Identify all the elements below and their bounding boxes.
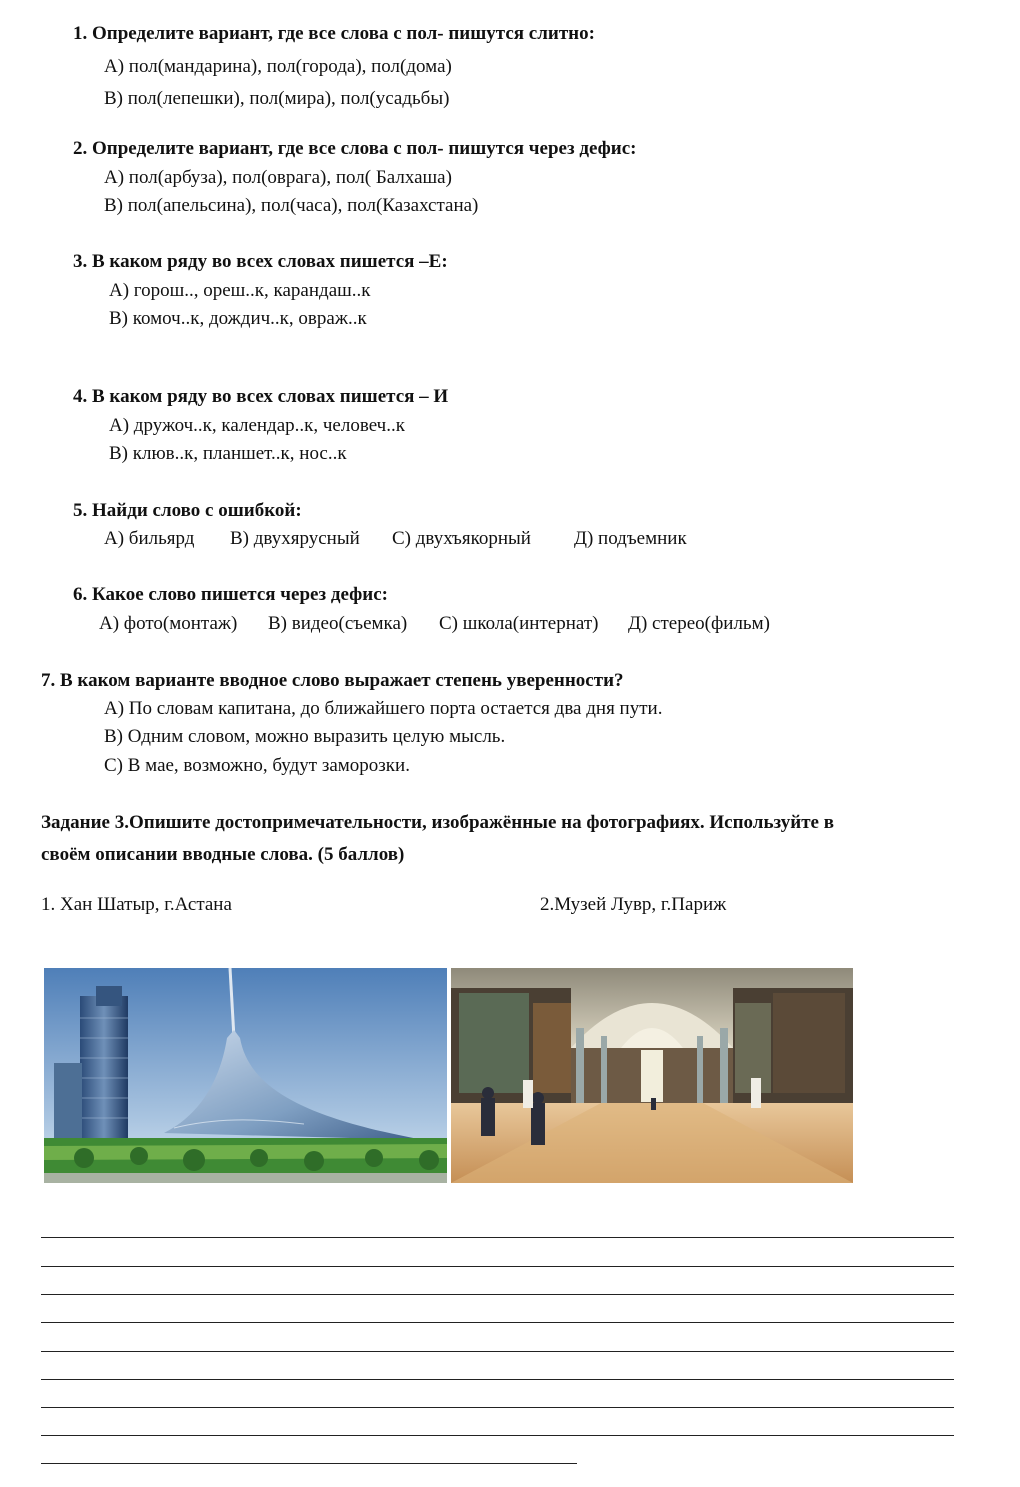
answer-line	[41, 1379, 954, 1380]
question-5-option-a: А) бильярд	[104, 528, 195, 549]
answer-line	[41, 1435, 954, 1436]
question-3-option-b: В) комоч..к, дождич..к, овраж..к	[109, 308, 367, 329]
question-5-option-c: С) двухъякорный	[392, 528, 531, 549]
question-5-option-d: Д) подъемник	[574, 528, 687, 549]
question-2-option-a: А) пол(арбуза), пол(оврага), пол( Балхаша)	[104, 167, 452, 188]
answer-line	[41, 1322, 954, 1323]
question-1-title: 1. Определите вариант, где все слова с пол- пишутся слитно:	[73, 23, 595, 44]
task-3-heading: Задание 3.Опишите достопримечательности, изображённые на фотографиях. Используйте в	[41, 812, 834, 833]
question-6-option-b: В) видео(съемка)	[268, 613, 408, 634]
answer-line	[41, 1351, 954, 1352]
question-1-option-b: В) пол(лепешки), пол(мира), пол(усадьбы)	[104, 88, 450, 109]
photo-2-caption: 2.Музей Лувр, г.Париж	[540, 894, 727, 915]
answer-line	[41, 1237, 954, 1238]
khan-shatyr-photo	[44, 968, 447, 1183]
question-2-option-b: В) пол(апельсина), пол(часа), пол(Казахстана)	[104, 195, 479, 216]
task-3-heading-cont: своём описании вводные слова. (5 баллов)	[41, 844, 405, 865]
question-7-option-b: В) Одним словом, можно выразить целую мысль.	[104, 726, 506, 747]
question-4-option-a: А) дружоч..к, календар..к, человеч..к	[109, 415, 405, 436]
question-4-option-b: В) клюв..к, планшет..к, нос..к	[109, 443, 347, 464]
question-7-option-c: С) В мае, возможно, будут заморозки.	[104, 755, 410, 776]
answer-line	[41, 1294, 954, 1295]
question-6-option-a: А) фото(монтаж)	[99, 613, 238, 634]
question-3-title: 3. В каком ряду во всех словах пишется –Е:	[73, 251, 448, 272]
question-7-option-a: А) По словам капитана, до ближайшего порта остается два дня пути.	[104, 698, 663, 719]
question-6-title: 6. Какое слово пишется через дефис:	[73, 584, 388, 605]
question-1-option-a: А) пол(мандарина), пол(города), пол(дома)	[104, 56, 452, 77]
louvre-gallery-photo	[451, 968, 853, 1183]
answer-line	[41, 1407, 954, 1408]
answer-line	[41, 1463, 577, 1464]
answer-line	[41, 1266, 954, 1267]
question-5-option-b: В) двухярусный	[230, 528, 360, 549]
question-5-title: 5. Найди слово с ошибкой:	[73, 500, 302, 521]
question-3-option-a: А) горош.., ореш..к, карандаш..к	[109, 280, 371, 301]
question-6-option-c: С) школа(интернат)	[439, 613, 599, 634]
question-4-title: 4. В каком ряду во всех словах пишется – И	[73, 386, 449, 407]
question-2-title: 2. Определите вариант, где все слова с пол- пишутся через дефис:	[73, 138, 637, 159]
question-7-title: 7. В каком варианте вводное слово выражает степень уверенности?	[41, 670, 624, 691]
question-6-option-d: Д) стерео(фильм)	[628, 613, 770, 634]
photo-1-caption: 1. Хан Шатыр, г.Астана	[41, 894, 232, 915]
